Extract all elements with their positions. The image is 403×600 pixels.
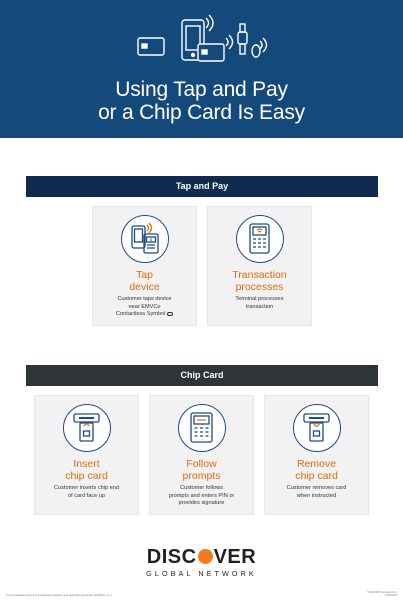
insert-chip-card-icon bbox=[63, 404, 111, 452]
step-card-tap-device bbox=[92, 206, 197, 326]
step-card-insert-chip-card bbox=[34, 395, 139, 515]
step-card-follow-prompts bbox=[149, 395, 254, 515]
discover-logo bbox=[0, 547, 403, 578]
step-title: Insert chip card bbox=[65, 458, 108, 482]
contactless-symbol-icon bbox=[167, 312, 173, 316]
step-card-remove-chip-card bbox=[264, 395, 369, 515]
logo-subtitle: GLOBAL NETWORK bbox=[146, 569, 257, 578]
svg-text:$: $ bbox=[149, 237, 152, 242]
page-title bbox=[0, 78, 403, 124]
payment-methods-icon-group bbox=[136, 14, 268, 72]
contactless-card-icon bbox=[198, 35, 233, 61]
chip-card-heading: Chip Card bbox=[26, 365, 378, 386]
trademark-note: The Contactless Symbol is a trademark owned by and used with permission of EMVCo, LLC. bbox=[6, 594, 113, 597]
step-description: Customer follows prompts and enters PIN or provides signature bbox=[168, 485, 235, 507]
step-title: Remove chip card bbox=[295, 458, 338, 482]
step-title: Tap device bbox=[129, 269, 160, 293]
step-description: Customer removes card when instructed bbox=[286, 485, 347, 499]
card-icon bbox=[138, 38, 164, 55]
step-description: Terminal processes transaction bbox=[235, 296, 284, 310]
remove-chip-card-icon bbox=[293, 404, 341, 452]
copyright-note: ©2018 DFS Services LLC DGN1234 bbox=[367, 591, 397, 598]
step-description: Customer inserts chip end of card face up bbox=[54, 485, 119, 499]
terminal-keypad-icon bbox=[178, 404, 226, 452]
wearable-icon bbox=[238, 24, 247, 54]
title-line-1: Using Tap and Pay bbox=[115, 78, 288, 101]
step-description: Customer taps device near EMVCo Contactless Symbol bbox=[116, 296, 172, 318]
title-line-2: or a Chip Card Is Easy bbox=[98, 101, 305, 124]
step-card-transaction-processes bbox=[207, 206, 312, 326]
hero-banner bbox=[0, 0, 403, 138]
payment-terminal-icon bbox=[236, 215, 284, 263]
logo-orange-dot-icon bbox=[198, 549, 213, 564]
phone-tap-terminal-icon bbox=[121, 215, 169, 263]
tap-and-pay-heading: Tap and Pay bbox=[26, 176, 378, 197]
step-title: Follow prompts bbox=[182, 458, 221, 482]
logo-wordmark: DISC VER bbox=[146, 546, 257, 568]
step-title: Transaction processes bbox=[232, 269, 287, 293]
ring-icon bbox=[252, 38, 267, 57]
